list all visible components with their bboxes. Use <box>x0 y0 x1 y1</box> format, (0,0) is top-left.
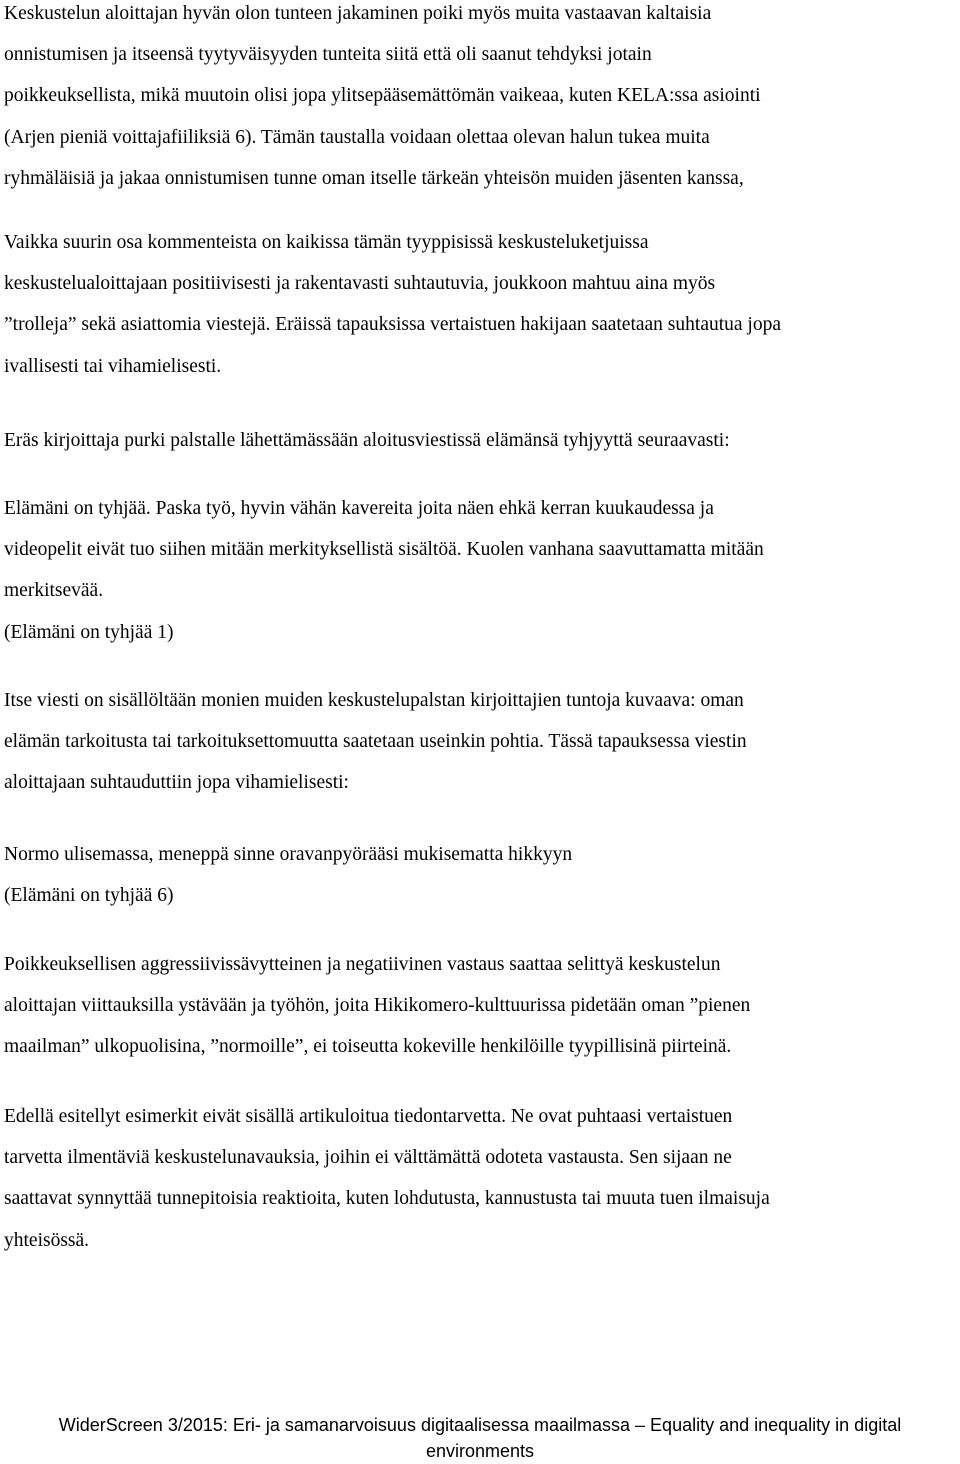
text-line: (Elämäni on tyhjää 1) <box>4 622 174 643</box>
text-line: ryhmäläisiä ja jakaa onnistumisen tunne oman itselle tärkeän yhteisön muiden jäsenten kanssa, <box>4 167 744 189</box>
text-line: videopelit eivät tuo siihen mitään merkityksellistä sisältöä. Kuolen vanhana saavuttamatta mitään <box>4 539 764 561</box>
text-line: yhteisössä. <box>4 1229 90 1251</box>
text-line: merkitsevää. <box>4 580 104 602</box>
text-line: (Arjen pieniä voittajafiiliksiä 6). Tämän taustalla voidaan olettaa olevan halun tukea muita <box>4 126 710 148</box>
text-line: poikkeuksellista, mikä muutoin olisi jopa ylitsepääsemättömän vaikeaa, kuten KELA:ssa asiointi <box>4 85 761 107</box>
page-footer <box>0 1412 960 1464</box>
text-line: onnistumisen ja itseensä tyytyväisyyden tunteita siitä että oli saanut tehdyksi jotain <box>4 44 652 66</box>
text-line: elämän tarkoitusta tai tarkoituksettomuutta saatetaan useinkin pohtia. Tässä tapauksessa viestin <box>4 731 747 753</box>
paragraph-trolls <box>4 222 781 387</box>
quote-hostile-reply <box>4 834 572 916</box>
text-line: Normo ulisemassa, meneppä sinne oravanpyörääsi mukisematta hikkyyn <box>4 844 573 865</box>
text-line: Edellä esitellyt esimerkit eivät sisällä artikuloitua tiedontarvetta. Ne ovat puhtaasi vertaistuen <box>4 1106 733 1127</box>
text-line: Keskustelun aloittajan hyvän olon tunteen jakaminen poiki myös muita vastaavan kaltaisia <box>4 3 712 24</box>
paragraph-conclusion <box>4 1096 770 1261</box>
text-line: Poikkeuksellisen aggressiivissävytteinen ja negatiivinen vastaus saattaa selittyä keskustelun <box>4 954 721 975</box>
quote-empty-life <box>4 488 764 612</box>
text-line: aloittajaan suhtauduttiin jopa vihamielisesti: <box>4 772 349 794</box>
text-line: ivallisesti tai vihamielisesti. <box>4 355 222 377</box>
paragraph-analysis <box>4 680 747 804</box>
text-line: (Elämäni on tyhjää 6) <box>4 885 174 907</box>
quote-source-1 <box>4 612 173 653</box>
footer-line: WiderScreen 3/2015: Eri- ja samanarvoisuus digitaalisessa maailmassa – Equality and inequality in digital <box>58 1415 902 1435</box>
text-line: keskustelualoittajaan positiivisesti ja rakentavasti suhtautuvia, joukkoon mahtuu aina myös <box>4 273 716 295</box>
text-line: ”trolleja” sekä asiattomia viestejä. Eräissä tapauksissa vertaistuen hakijaan saatetaan suhtautua jopa <box>4 314 781 336</box>
text-line: aloittajan viittauksilla ystävään ja työhön, joita Hikikomero-kulttuurissa pidetään oman ”pienen <box>4 995 751 1017</box>
paragraph-writer-intro <box>4 420 730 461</box>
text-line: saattavat synnyttää tunnepitoisia reaktioita, kuten lohdutusta, kannustusta tai muuta tuen ilmaisuja <box>4 1188 770 1210</box>
footer-line: environments <box>425 1441 535 1461</box>
text-line: Eräs kirjoittaja purki palstalle lähettämässään aloitusviestissä elämänsä tyhjyyttä seuraavasti: <box>4 430 730 451</box>
text-line: maailman” ulkopuolisina, ”normoille”, ei toiseutta kokeville henkilöille tyypillisinä piirteinä. <box>4 1036 732 1058</box>
text-line: tarvetta ilmentäviä keskustelunavauksia, joihin ei välttämättä odoteta vastausta. Sen sijaan ne <box>4 1147 732 1169</box>
text-line: Vaikka suurin osa kommenteista on kaikissa tämän tyyppisissä keskusteluketjuissa <box>4 232 649 253</box>
text-line: Elämäni on tyhjää. Paska työ, hyvin vähän kavereita joita näen ehkä kerran kuukaudessa ja <box>4 498 714 519</box>
paragraph-opening-sharing <box>4 0 761 199</box>
paragraph-aggressive-response <box>4 944 750 1068</box>
text-line: Itse viesti on sisällöltään monien muiden keskustelupalstan kirjoittajien tuntoja kuvaava: oman <box>4 690 744 711</box>
